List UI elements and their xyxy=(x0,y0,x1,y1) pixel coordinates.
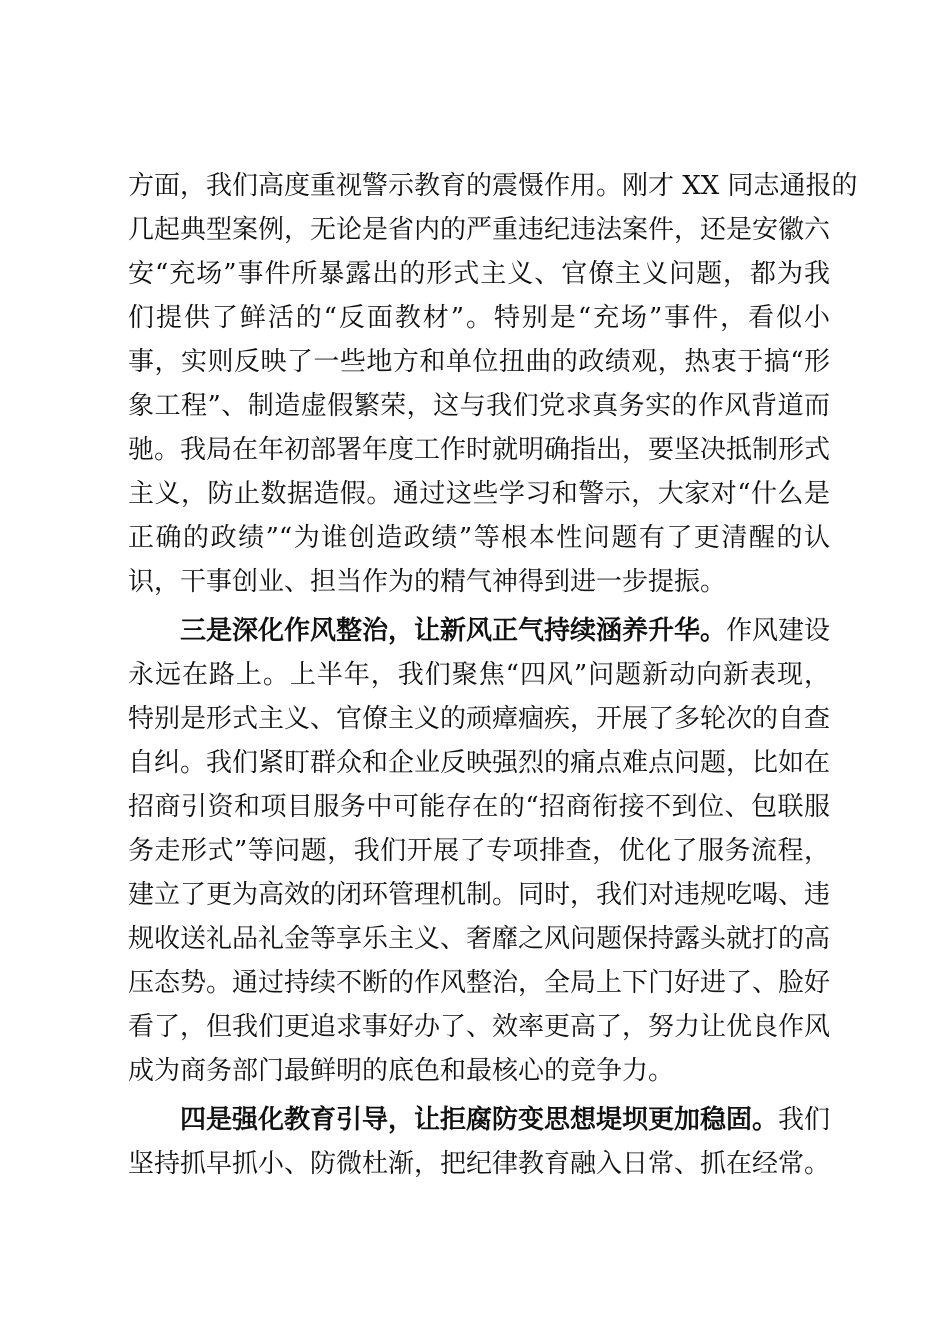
paragraph-warning-education xyxy=(128,164,858,604)
text-line: 象工程”、制造虚假繁荣，这与我们党求真务实的作风背道而 xyxy=(128,391,830,421)
text-line: 识，干事创业、担当作为的精气神得到进一步提振。 xyxy=(128,567,727,597)
text-line: 主义，防止数据造假。通过这些学习和警示，大家对“什么是 xyxy=(128,479,830,509)
paragraph-first-line xyxy=(128,609,830,653)
paragraph-heading: 三是深化作风整治，让新风正气持续涵养升华。 xyxy=(180,616,727,646)
text-line: 坚持抓早抓小、防微杜渐，把纪律教育融入日常、抓在经常。 xyxy=(128,1149,831,1179)
text-line: 看了，但我们更追求事好办了、效率更高了，努力让优良作风 xyxy=(128,1012,831,1042)
text-run: 我们 xyxy=(778,1105,831,1135)
paragraph-heading: 四是强化教育引导，让拒腐防变思想堤坝更加稳固。 xyxy=(180,1105,779,1135)
text-line: 安“充场”事件所暴露出的形式主义、官僚主义问题，都为我 xyxy=(128,259,830,289)
text-line: 驰。我局在年初部署年度工作时就明确指出，要坚决抵制形式 xyxy=(128,435,831,465)
paragraph-style-rectification xyxy=(128,609,830,1093)
paragraph-education-guidance xyxy=(128,1098,830,1186)
text-line: 建立了更为高效的闭环管理机制。同时，我们对违规吃喝、违 xyxy=(128,880,831,910)
text-line: 特别是形式主义、官僚主义的顽瘴痼疾，开展了多轮次的自查 xyxy=(128,704,831,734)
text-line: 几起典型案例，无论是省内的严重违纪违法案件，还是安徽六 xyxy=(128,215,831,245)
text-line: 成为商务部门最鲜明的底色和最核心的竞争力。 xyxy=(128,1056,675,1086)
text-line: 规收送礼品礼金等享乐主义、奢靡之风问题保持露头就打的高 xyxy=(128,924,831,954)
text-line: 正确的政绩”“为谁创造政绩”等根本性问题有了更清醒的认 xyxy=(128,523,830,553)
text-line: 方面，我们高度重视警示教育的震慑作用。刚才 XX 同志通报的 xyxy=(128,171,858,201)
text-line: 压态势。通过持续不断的作风整治，全局上下门好进了、脸好 xyxy=(128,968,831,998)
document-body xyxy=(128,164,858,1186)
text-line: 自纠。我们紧盯群众和企业反映强烈的痛点难点问题，比如在 xyxy=(128,748,831,778)
text-run: 作风建设 xyxy=(726,616,831,646)
text-line: 们提供了鲜活的“反面教材”。特别是“充场”事件，看似小 xyxy=(128,303,830,333)
paragraph-first-line xyxy=(128,1098,830,1142)
text-line: 事，实则反映了一些地方和单位扭曲的政绩观，热衷于搞“形 xyxy=(128,347,830,377)
text-line: 永远在路上。上半年，我们聚焦“四风”问题新动向新表现， xyxy=(128,660,830,690)
text-line: 招商引资和项目服务中可能存在的“招商衔接不到位、包联服 xyxy=(128,792,830,822)
text-line: 务走形式”等问题，我们开展了专项排查，优化了服务流程， xyxy=(128,836,830,866)
